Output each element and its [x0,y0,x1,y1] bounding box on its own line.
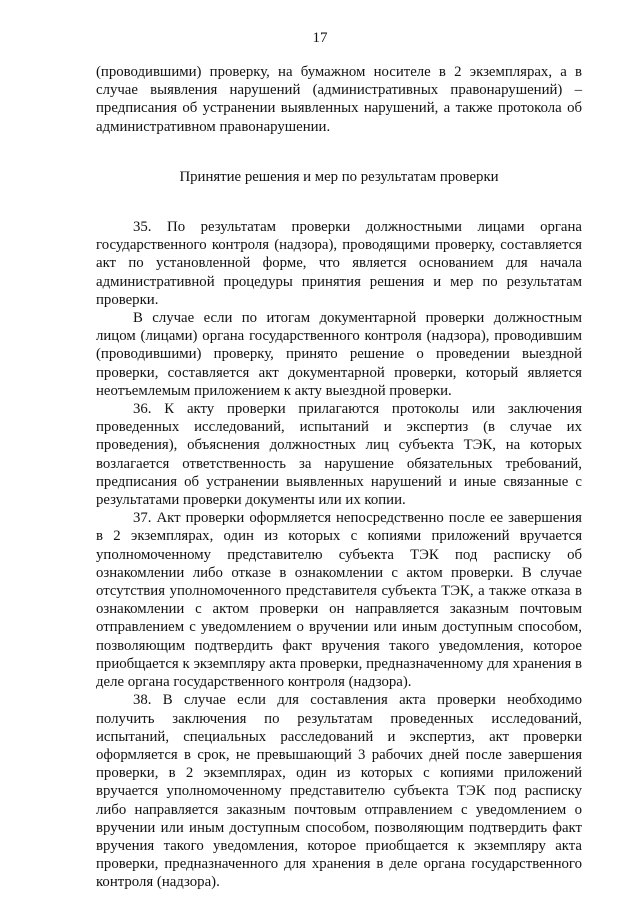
section-heading: Принятие решения и мер по результатам проверки [179,168,499,185]
document-body [96,63,582,892]
page-number: 17 [312,30,328,46]
intro-paragraph: (проводившими) проверку, на бумажном носителе в 2 экземплярах, а в случае выявления нарушений (административных правонарушений) – предписания об устранении выявленных нарушений, а также протокола об административном правонарушении. [96,64,582,135]
paragraph-38: 38. В случае если для составления акта проверки необходимо получить заключения по результатам проведенных исследований, испытаний, специальных расследований и экспертиз, акт проверки оформляется в срок, не превышающий 3 рабочих дней после завершения проверки, в 2 экземплярах, один из которых с копиями приложений вручается уполномоченному представителю субъекта ТЭК под расписку либо направляется заказным почтовым отправлением с уведомлением о вручении или иным доступным способом, позволяющим подтвердить факт вручения такого уведомления, которое приобщается к экземпляру акта проверки, предназначенного для хранения в деле органа государственного контроля (надзора). [96,692,582,891]
paragraph-36: 36. К акту проверки прилагаются протоколы или заключения проведенных исследований, испытаний и экспертиз (в случае их проведения), объяснения должностных лиц субъекта ТЭК, на которых возлагается ответственность за нарушение обязательных требований, предписания об устранении выявленных нарушений и иные связанные с результатами проверки документы или их копии. [96,401,582,509]
paragraph-37: 37. Акт проверки оформляется непосредственно после ее завершения в 2 экземплярах, один из которых с копиями приложений вручается уполномоченному представителю субъекта ТЭК под расписку об ознакомлении либо отказе в ознакомлении с актом проверки. В случае отсутствия уполномоченного представителя субъекта ТЭК, а также отказа в ознакомлении с актом проверки он направляется заказным почтовым отправлением с уведомлением о вручении или иным доступным способом, позволяющим подтвердить факт вручения такого уведомления, которое приобщается к экземпляру акта проверки, предназначенному для хранения в деле органа государственного контроля (надзора). [96,510,582,691]
paragraph-35-documentary-check: В случае если по итогам документарной проверки должностным лицом (лицами) органа государственного контроля (надзора), проводившим (проводившими) проверку, принято решение о проведении выездной проверки, составляется акт документарной проверки, который является неотъемлемым приложением к акту выездной проверки. [96,310,582,399]
paragraph-35: 35. По результатам проверки должностными лицами органа государственного контроля (надзора), проводящими проверку, составляется акт по установленной форме, что является основанием для начала административной процедуры принятия решения и мер по результатам проверки. [96,219,582,308]
